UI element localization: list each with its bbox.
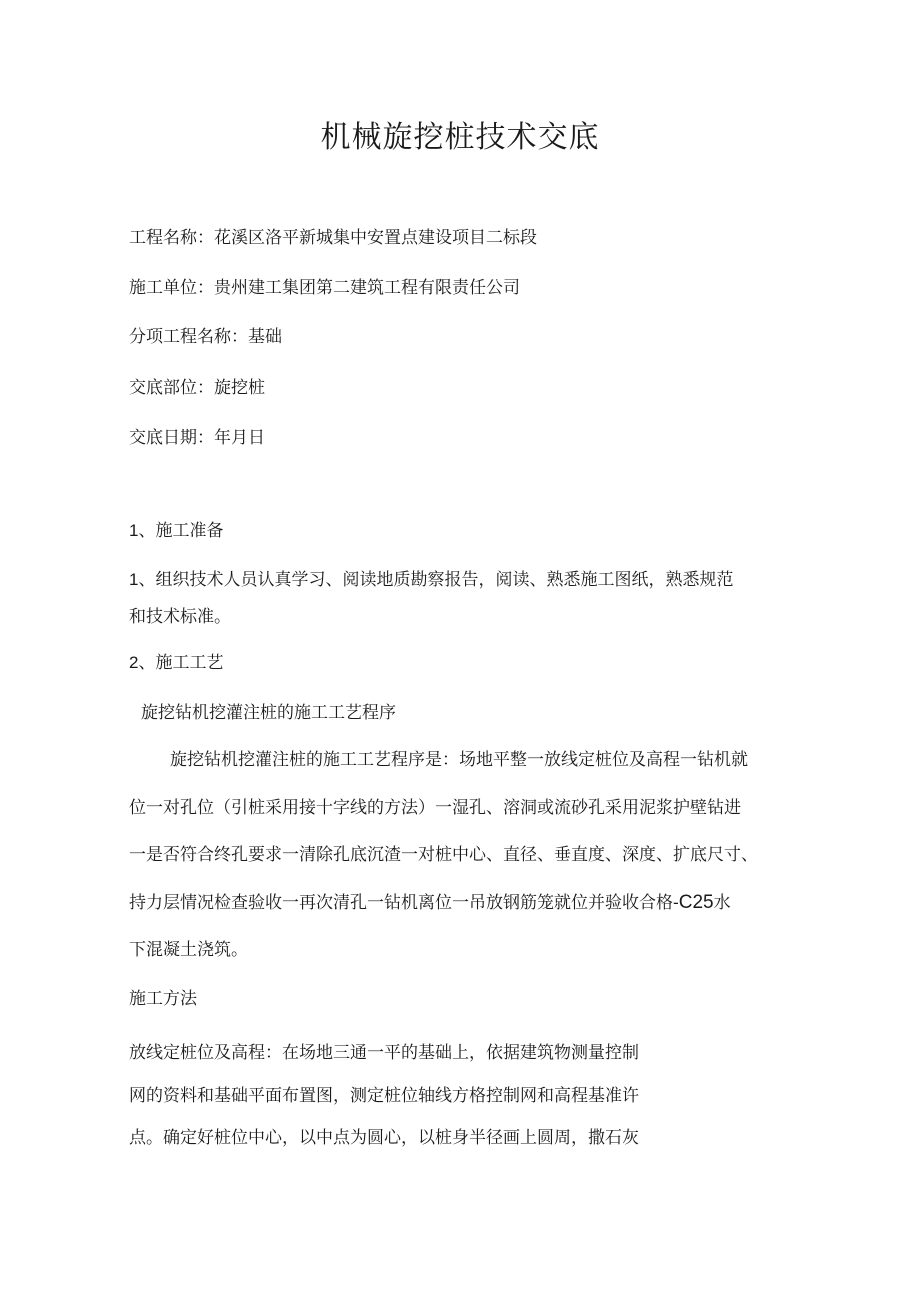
section-heading-text: 、施工准备 xyxy=(138,521,224,541)
item-text: 、组织技术人员认真学习、阅读地质勘察报告，阅读、熟悉施工图纸，熟悉规范 xyxy=(138,570,734,590)
item-number: 1 xyxy=(129,570,139,589)
method-paragraph-line-3: 点。确定好桩位中心，以中点为圆心，以桩身半径画上圆周，撒石灰 xyxy=(129,1128,639,1148)
contractor-line: 施工单位：贵州建工集团第二建筑工程有限责任公司 xyxy=(129,278,520,298)
process-paragraph-line-1: 旋挖钻机挖灌注桩的施工工艺程序是：场地平整一放线定桩位及高程一钻机就 xyxy=(170,750,748,770)
process-paragraph-line-3: 一是否符合终孔要求一清除孔底沉渣一对桩中心、直径、垂直度、深度、扩底尺寸、 xyxy=(129,845,758,865)
process-line-4-end: 水 xyxy=(713,893,731,913)
process-subheading: 旋挖钻机挖灌注桩的施工工艺程序 xyxy=(141,703,396,723)
section-heading-preparation xyxy=(129,519,223,543)
process-paragraph-line-5: 下混凝土浇筑。 xyxy=(129,940,248,960)
sub-project-line: 分项工程名称：基础 xyxy=(129,327,282,347)
project-name-line: 工程名称：花溪区洛平新城集中安置点建设项目二标段 xyxy=(129,228,537,248)
process-paragraph-line-2: 位一对孔位（引桩采用接十字线的方法）一湿孔、溶洞或流砂孔采用泥浆护壁钻进 xyxy=(129,798,741,818)
item-1-line-1 xyxy=(129,568,733,592)
briefing-date-line: 交底日期：年月日 xyxy=(129,428,265,448)
concrete-grade: C25 xyxy=(678,892,714,913)
document-title: 机械旋挖桩技术交底 xyxy=(320,120,600,155)
section-number: 2 xyxy=(129,653,139,672)
method-heading: 施工方法 xyxy=(129,989,197,1009)
section-number: 1 xyxy=(129,521,139,540)
item-1-line-2: 和技术标准。 xyxy=(129,607,231,627)
section-heading-process xyxy=(129,651,223,675)
method-paragraph-line-1: 放线定桩位及高程：在场地三通一平的基础上，依据建筑物测量控制 xyxy=(129,1043,639,1063)
method-paragraph-line-2: 网的资料和基础平面布置图，测定桩位轴线方格控制网和高程基准许 xyxy=(129,1086,639,1106)
section-heading-text: 、施工工艺 xyxy=(138,653,224,673)
process-line-4-text: 持力层情况检查验收一再次清孔一钻机离位一吊放钢筋笼就位并验收合格- xyxy=(129,893,679,913)
briefing-location-line: 交底部位：旋挖桩 xyxy=(129,378,265,398)
process-paragraph-line-4 xyxy=(129,891,731,915)
